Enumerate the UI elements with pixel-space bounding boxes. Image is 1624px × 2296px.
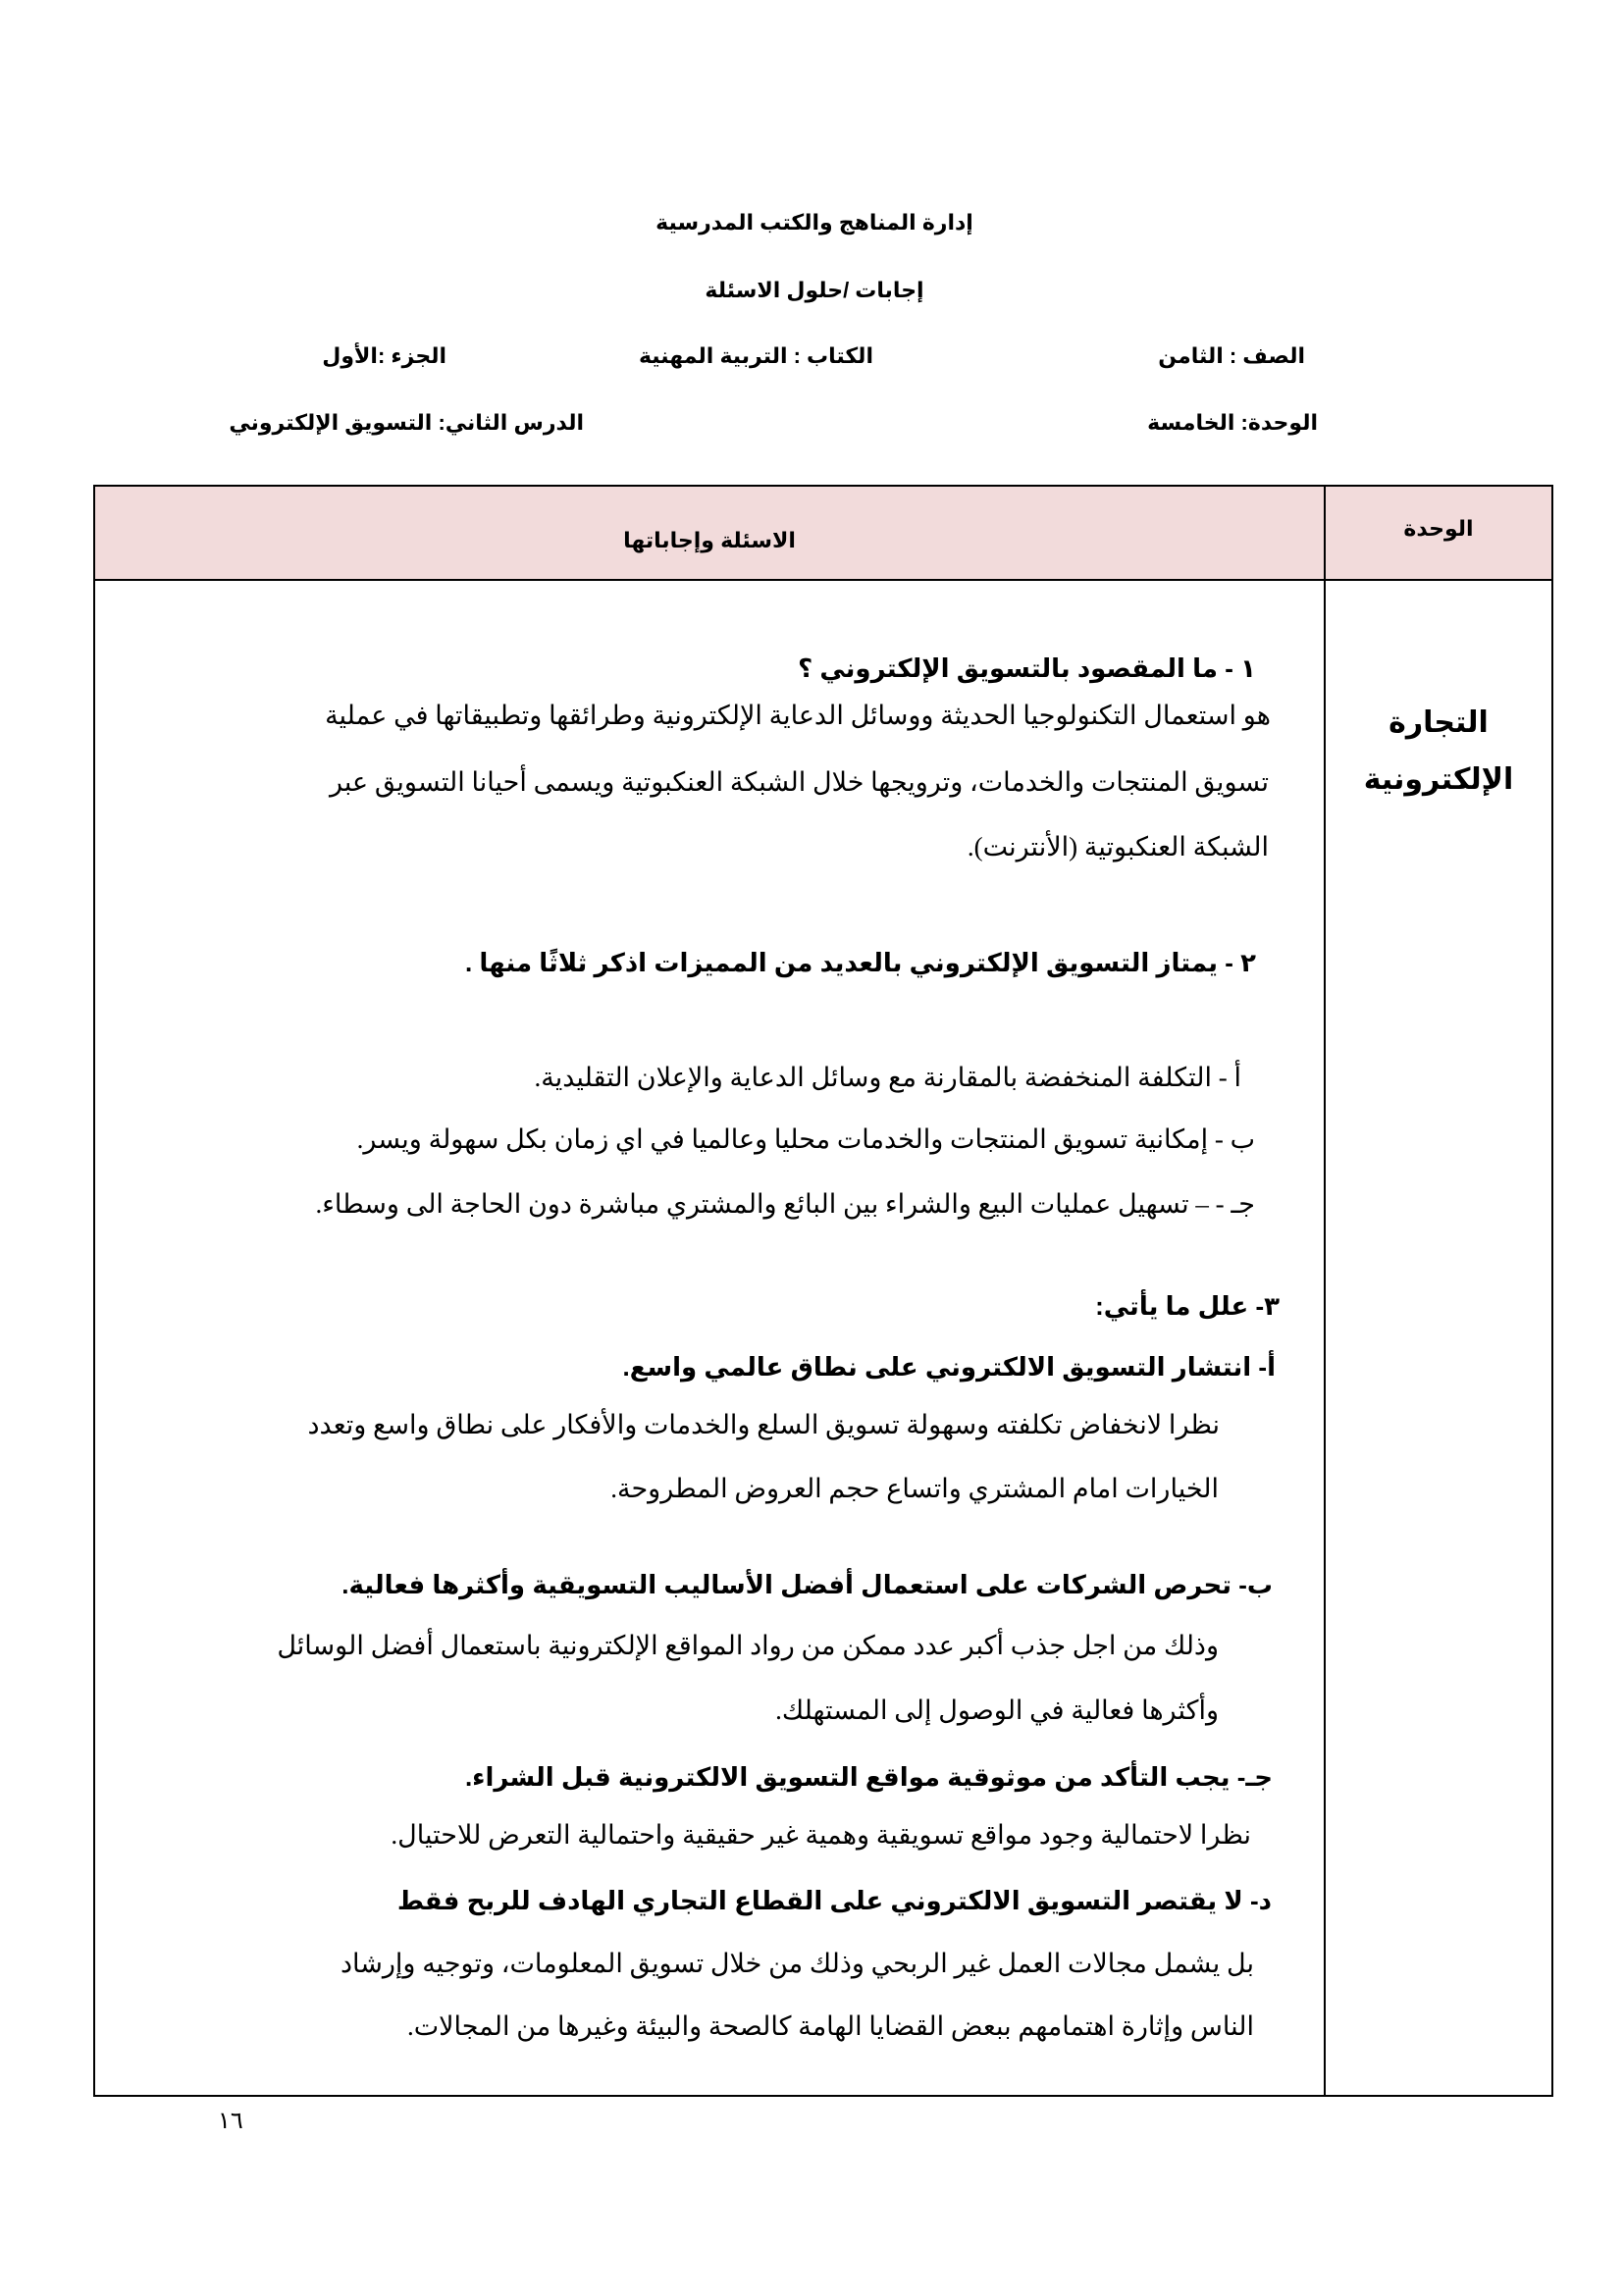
table-header-row — [95, 487, 1551, 581]
answer-3a-line-1: نظرا لانخفاض تكلفته وسهولة تسويق السلع والخدمات والأفكار على نطاق واسع وتعدد — [307, 1410, 1220, 1439]
answer-1-line-3: الشبكة العنكبوتية (الأنترنت). — [967, 832, 1269, 861]
answer-1-line-2: تسويق المنتجات والخدمات، وترويجها خلال الشبكة العنكبوتية ويسمى أحيانا التسويق عبر — [329, 767, 1269, 797]
answer-2-c: جـ - – تسهيل عمليات البيع والشراء بين البائع والمشتري مباشرة دون الحاجة الى وسطاء. — [315, 1189, 1255, 1219]
question-2: ٢ - يمتاز التسويق الإلكتروني بالعديد من المميزات اذكر ثلاثًا منها . — [464, 948, 1256, 977]
page-number: ١٦ — [218, 2109, 243, 2134]
answers-subtitle: إجابات /حلول الاسئلة — [705, 278, 924, 302]
answer-1-line-1: هو استعمال التكنولوجيا الحديثة ووسائل الدعاية الإلكترونية وطرائقها وتطبيقاتها في عملية — [325, 701, 1271, 730]
question-3c: جـ- يجب التأكد من موثوقية مواقع التسويق الالكترونية قبل الشراء. — [464, 1762, 1273, 1792]
answer-2-a: أ - التكلفة المنخفضة بالمقارنة مع وسائل الدعاية والإعلان التقليدية. — [534, 1063, 1241, 1092]
answer-3d-line-1: بل يشمل مجالات العمل غير الربحي وذلك من خلال تسويق المعلومات، وتوجيه وإرشاد — [341, 1949, 1254, 1978]
department-title: إدارة المناهج والكتب المدرسية — [655, 210, 973, 235]
questions-column-header: الاسئلة وإجاباتها — [623, 528, 796, 552]
answer-3a-line-2: الخيارات امام المشتري واتساع حجم العروض المطروحة. — [610, 1474, 1219, 1503]
unit-value: التجارة الإلكترونية — [1363, 706, 1514, 796]
answer-3b-line-2: وأكثرها فعالية في الوصول إلى المستهلك. — [775, 1696, 1219, 1725]
book-label: الكتاب : التربية المهنية — [638, 343, 873, 368]
answer-3d-line-2: الناس وإثارة اهتمامهم ببعض القضايا الهامة كالصحة والبيئة وغيرها من المجالات. — [406, 2011, 1254, 2041]
question-3: ٣- علل ما يأتي: — [1095, 1291, 1280, 1321]
lesson-label: الدرس الثاني: التسويق الإلكتروني — [229, 410, 584, 435]
question-3a: أ- انتشار التسويق الالكتروني على نطاق عالمي واسع. — [622, 1352, 1276, 1382]
grade-label: الصف : الثامن — [1158, 343, 1305, 368]
unit-column-header: الوحدة — [1403, 516, 1474, 541]
question-3b: ب- تحرص الشركات على استعمال أفضل الأساليب التسويقية وأكثرها فعالية. — [341, 1570, 1273, 1599]
question-3d: د- لا يقتصر التسويق الالكتروني على القطاع التجاري الهادف للربح فقط — [396, 1886, 1272, 1915]
answer-3c: نظرا لاحتمالية وجود مواقع تسويقية وهمية غير حقيقية واحتمالية التعرض للاحتيال. — [391, 1820, 1251, 1850]
question-1: ١ - ما المقصود بالتسويق الإلكتروني ؟ — [798, 653, 1256, 683]
part-label: الجزء :الأول — [322, 343, 446, 368]
answer-3b-line-1: وذلك من اجل جذب أكبر عدد ممكن من رواد المواقع الإلكترونية باستعمال أفضل الوسائل — [277, 1631, 1219, 1660]
answer-2-b: ب - إمكانية تسويق المنتجات والخدمات محليا وعالميا في اي زمان بكل سهولة ويسر. — [356, 1124, 1255, 1154]
unit-label: الوحدة: الخامسة — [1147, 410, 1318, 435]
